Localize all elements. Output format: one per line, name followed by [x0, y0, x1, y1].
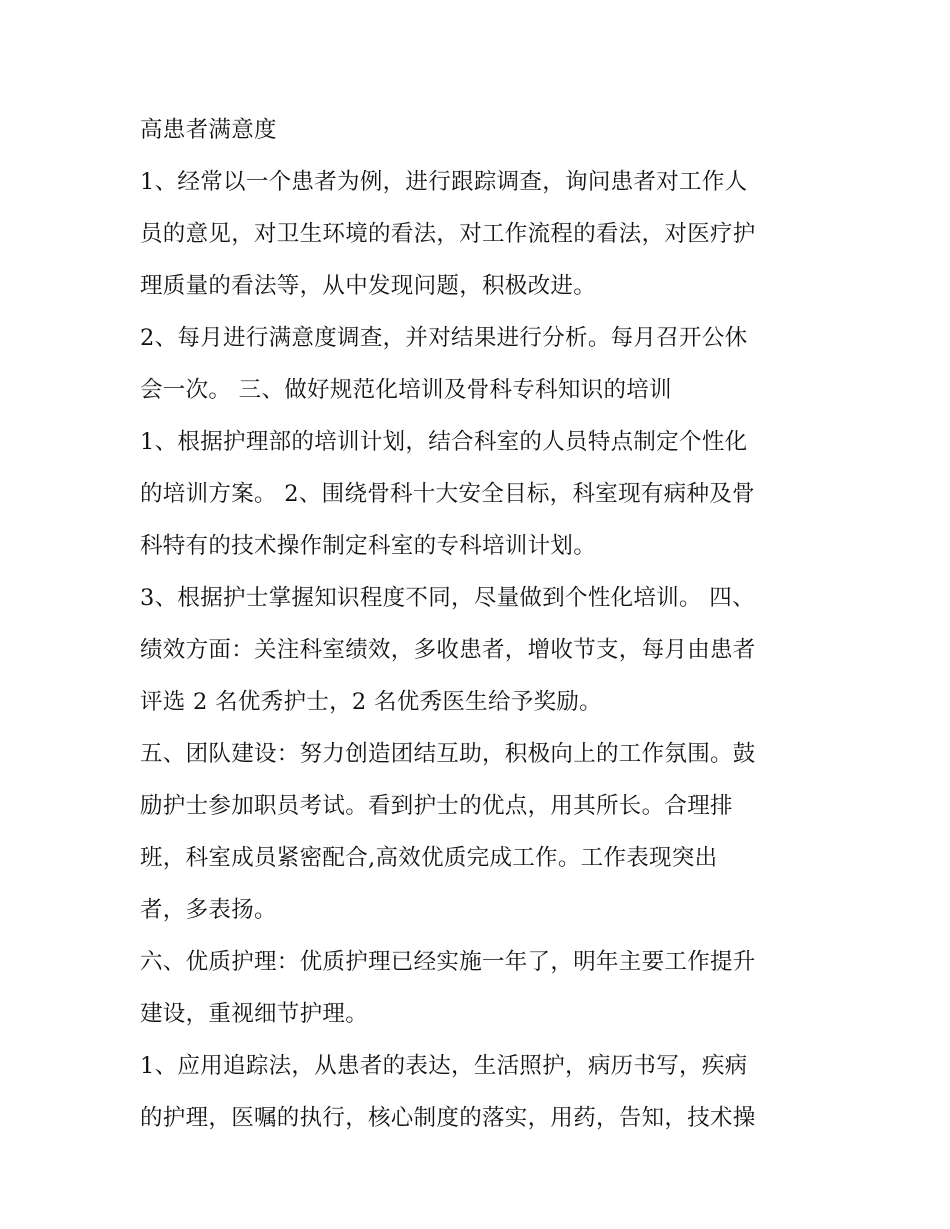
text-line: 1、经常以一个患者为例，进行跟踪调查，询问患者对工作人: [140, 169, 748, 195]
text-line: 2、每月进行满意度调查，并对结果进行分析。每月召开公休: [140, 325, 748, 351]
text-line: 六、优质护理：优质护理已经实施一年了，明年主要工作提升: [140, 949, 756, 975]
text-line: 评选 2 名优秀护士，2 名优秀医生给予奖励。: [140, 689, 602, 715]
text-line: 建设，重视细节护理。: [140, 1001, 369, 1027]
text-line: 者，多表扬。: [140, 897, 277, 923]
text-line: 1、根据护理部的培训计划，结合科室的人员特点制定个性化: [140, 429, 748, 455]
text-line: 高患者满意度: [140, 117, 277, 143]
text-line: 3、根据护士掌握知识程度不同，尽量做到个性化培训。 四、: [140, 585, 755, 611]
text-line: 科特有的技术操作制定科室的专科培训计划。: [140, 533, 597, 559]
text-line: 理质量的看法等，从中发现问题，积极改进。: [140, 273, 597, 299]
text-line: 员的意见，对卫生环境的看法，对工作流程的看法，对医疗护: [140, 221, 756, 247]
text-line: 班，科室成员紧密配合,高效优质完成工作。工作表现突出: [140, 845, 718, 871]
text-line: 会一次。 三、做好规范化培训及骨科专科知识的培训: [140, 377, 672, 403]
text-line: 的培训方案。 2、围绕骨科十大安全目标，科室现有病种及骨: [140, 481, 755, 507]
text-line: 绩效方面：关注科室绩效，多收患者，增收节支，每月由患者: [140, 637, 756, 663]
text-line: 励护士参加职员考试。看到护士的优点，用其所长。合理排: [140, 793, 733, 819]
text-line: 的护理，医嘱的执行，核心制度的落实，用药，告知，技术操: [140, 1105, 756, 1131]
document-body: [140, 108, 820, 1148]
text-line: 1、应用追踪法，从患者的表达，生活照护，病历书写，疾病: [140, 1053, 748, 1079]
text-line: 五、团队建设：努力创造团结互助，积极向上的工作氛围。鼓: [140, 741, 756, 767]
